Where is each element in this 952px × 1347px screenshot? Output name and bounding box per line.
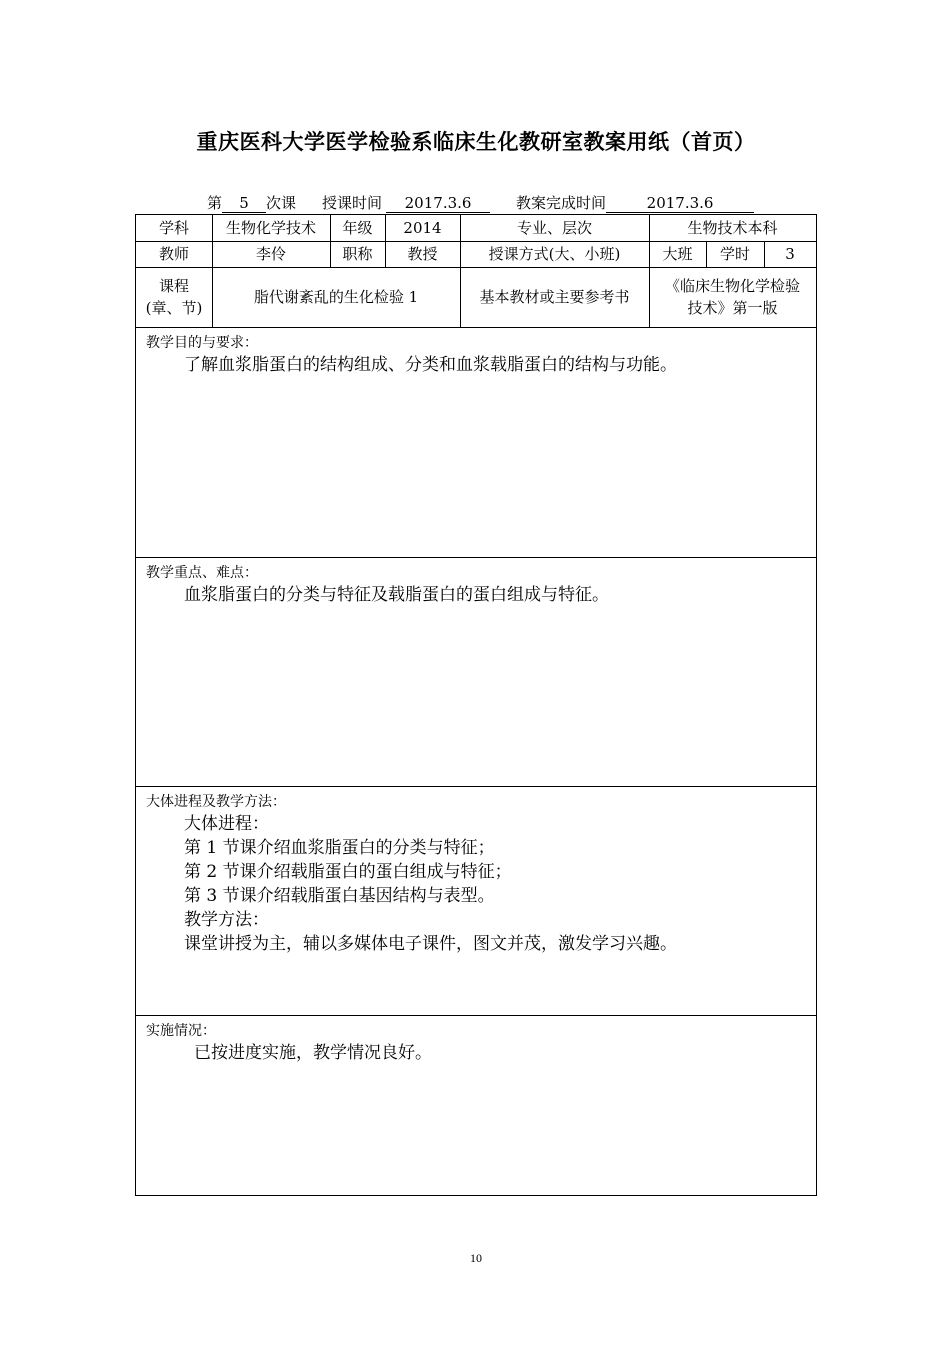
course-label-line1: 课程 — [158, 277, 189, 295]
process-section — [136, 786, 816, 1015]
process-label: 大体进程及教学方法： — [146, 794, 286, 810]
process-line: 课堂讲授为主，辅以多媒体电子课件，图文并茂，激发学习兴趣。 — [184, 934, 677, 954]
page-title: 重庆医科大学医学检验系临床生化教研室教案用纸（首页） — [196, 130, 756, 154]
lecture-time-label: 授课时间 — [322, 194, 383, 212]
teacher-value: 李伶 — [255, 245, 286, 263]
process-line: 教学方法： — [184, 910, 269, 930]
key-points-line: 血浆脂蛋白的分类与特征及载脂蛋白的蛋白组成与特征。 — [184, 585, 609, 605]
process-line: 第 1 节课介绍血浆脂蛋白的分类与特征； — [184, 838, 495, 858]
process-body — [184, 812, 677, 956]
objectives-body — [184, 353, 677, 377]
lesson-header-line — [207, 192, 754, 212]
mode-value: 大班 — [662, 245, 693, 263]
objectives-section — [136, 327, 816, 557]
course-value: 脂代谢紊乱的生化检验 1 — [253, 288, 419, 306]
textbook-value-line2: 技术》第一版 — [687, 299, 778, 317]
objectives-line: 了解血浆脂蛋白的结构组成、分类和血浆载脂蛋白的结构与功能。 — [184, 355, 677, 375]
textbook-value — [649, 267, 816, 327]
subject-label: 学科 — [158, 219, 189, 237]
textbook-value-line1: 《临床生物化学检验 — [664, 277, 800, 295]
implementation-section — [136, 1015, 816, 1195]
hours-value: 3 — [785, 245, 795, 263]
process-line: 大体进程： — [184, 814, 269, 834]
plan-done-label: 教案完成时间 — [516, 194, 607, 212]
implementation-label: 实施情况： — [146, 1023, 216, 1039]
process-line: 第 3 节课介绍载脂蛋白基因结构与表型。 — [184, 886, 495, 906]
mode-label: 授课方式(大、小班) — [488, 245, 621, 263]
key-points-label: 教学重点、难点： — [146, 565, 258, 581]
title-label: 职称 — [342, 245, 373, 263]
session-number: 5 — [222, 194, 266, 213]
grade-label: 年级 — [342, 219, 373, 237]
process-line: 第 2 节课介绍载脂蛋白的蛋白组成与特征； — [184, 862, 512, 882]
implementation-line: 已按进度实施，教学情况良好。 — [194, 1043, 432, 1063]
key-points-section — [136, 557, 816, 786]
implementation-body — [194, 1041, 432, 1065]
key-points-body — [184, 583, 609, 607]
session-suffix: 次课 — [266, 194, 297, 212]
major-value: 生物技术本科 — [687, 219, 778, 237]
subject-value: 生物化学技术 — [225, 219, 316, 237]
page-number: 10 — [470, 1251, 482, 1265]
plan-done-value: 2017.3.6 — [606, 194, 754, 213]
title-value: 教授 — [407, 245, 438, 263]
teacher-label: 教师 — [158, 245, 189, 263]
hours-label: 学时 — [719, 245, 750, 263]
textbook-label: 基本教材或主要参考书 — [479, 288, 630, 306]
course-label-line2: (章、节) — [145, 299, 203, 317]
lecture-time-value: 2017.3.6 — [386, 194, 490, 213]
lesson-plan-table — [135, 214, 817, 1196]
session-prefix: 第 — [207, 194, 223, 212]
objectives-label: 教学目的与要求： — [146, 335, 258, 351]
course-label — [136, 267, 212, 327]
grade-value: 2014 — [403, 219, 442, 237]
major-label: 专业、层次 — [516, 219, 592, 237]
